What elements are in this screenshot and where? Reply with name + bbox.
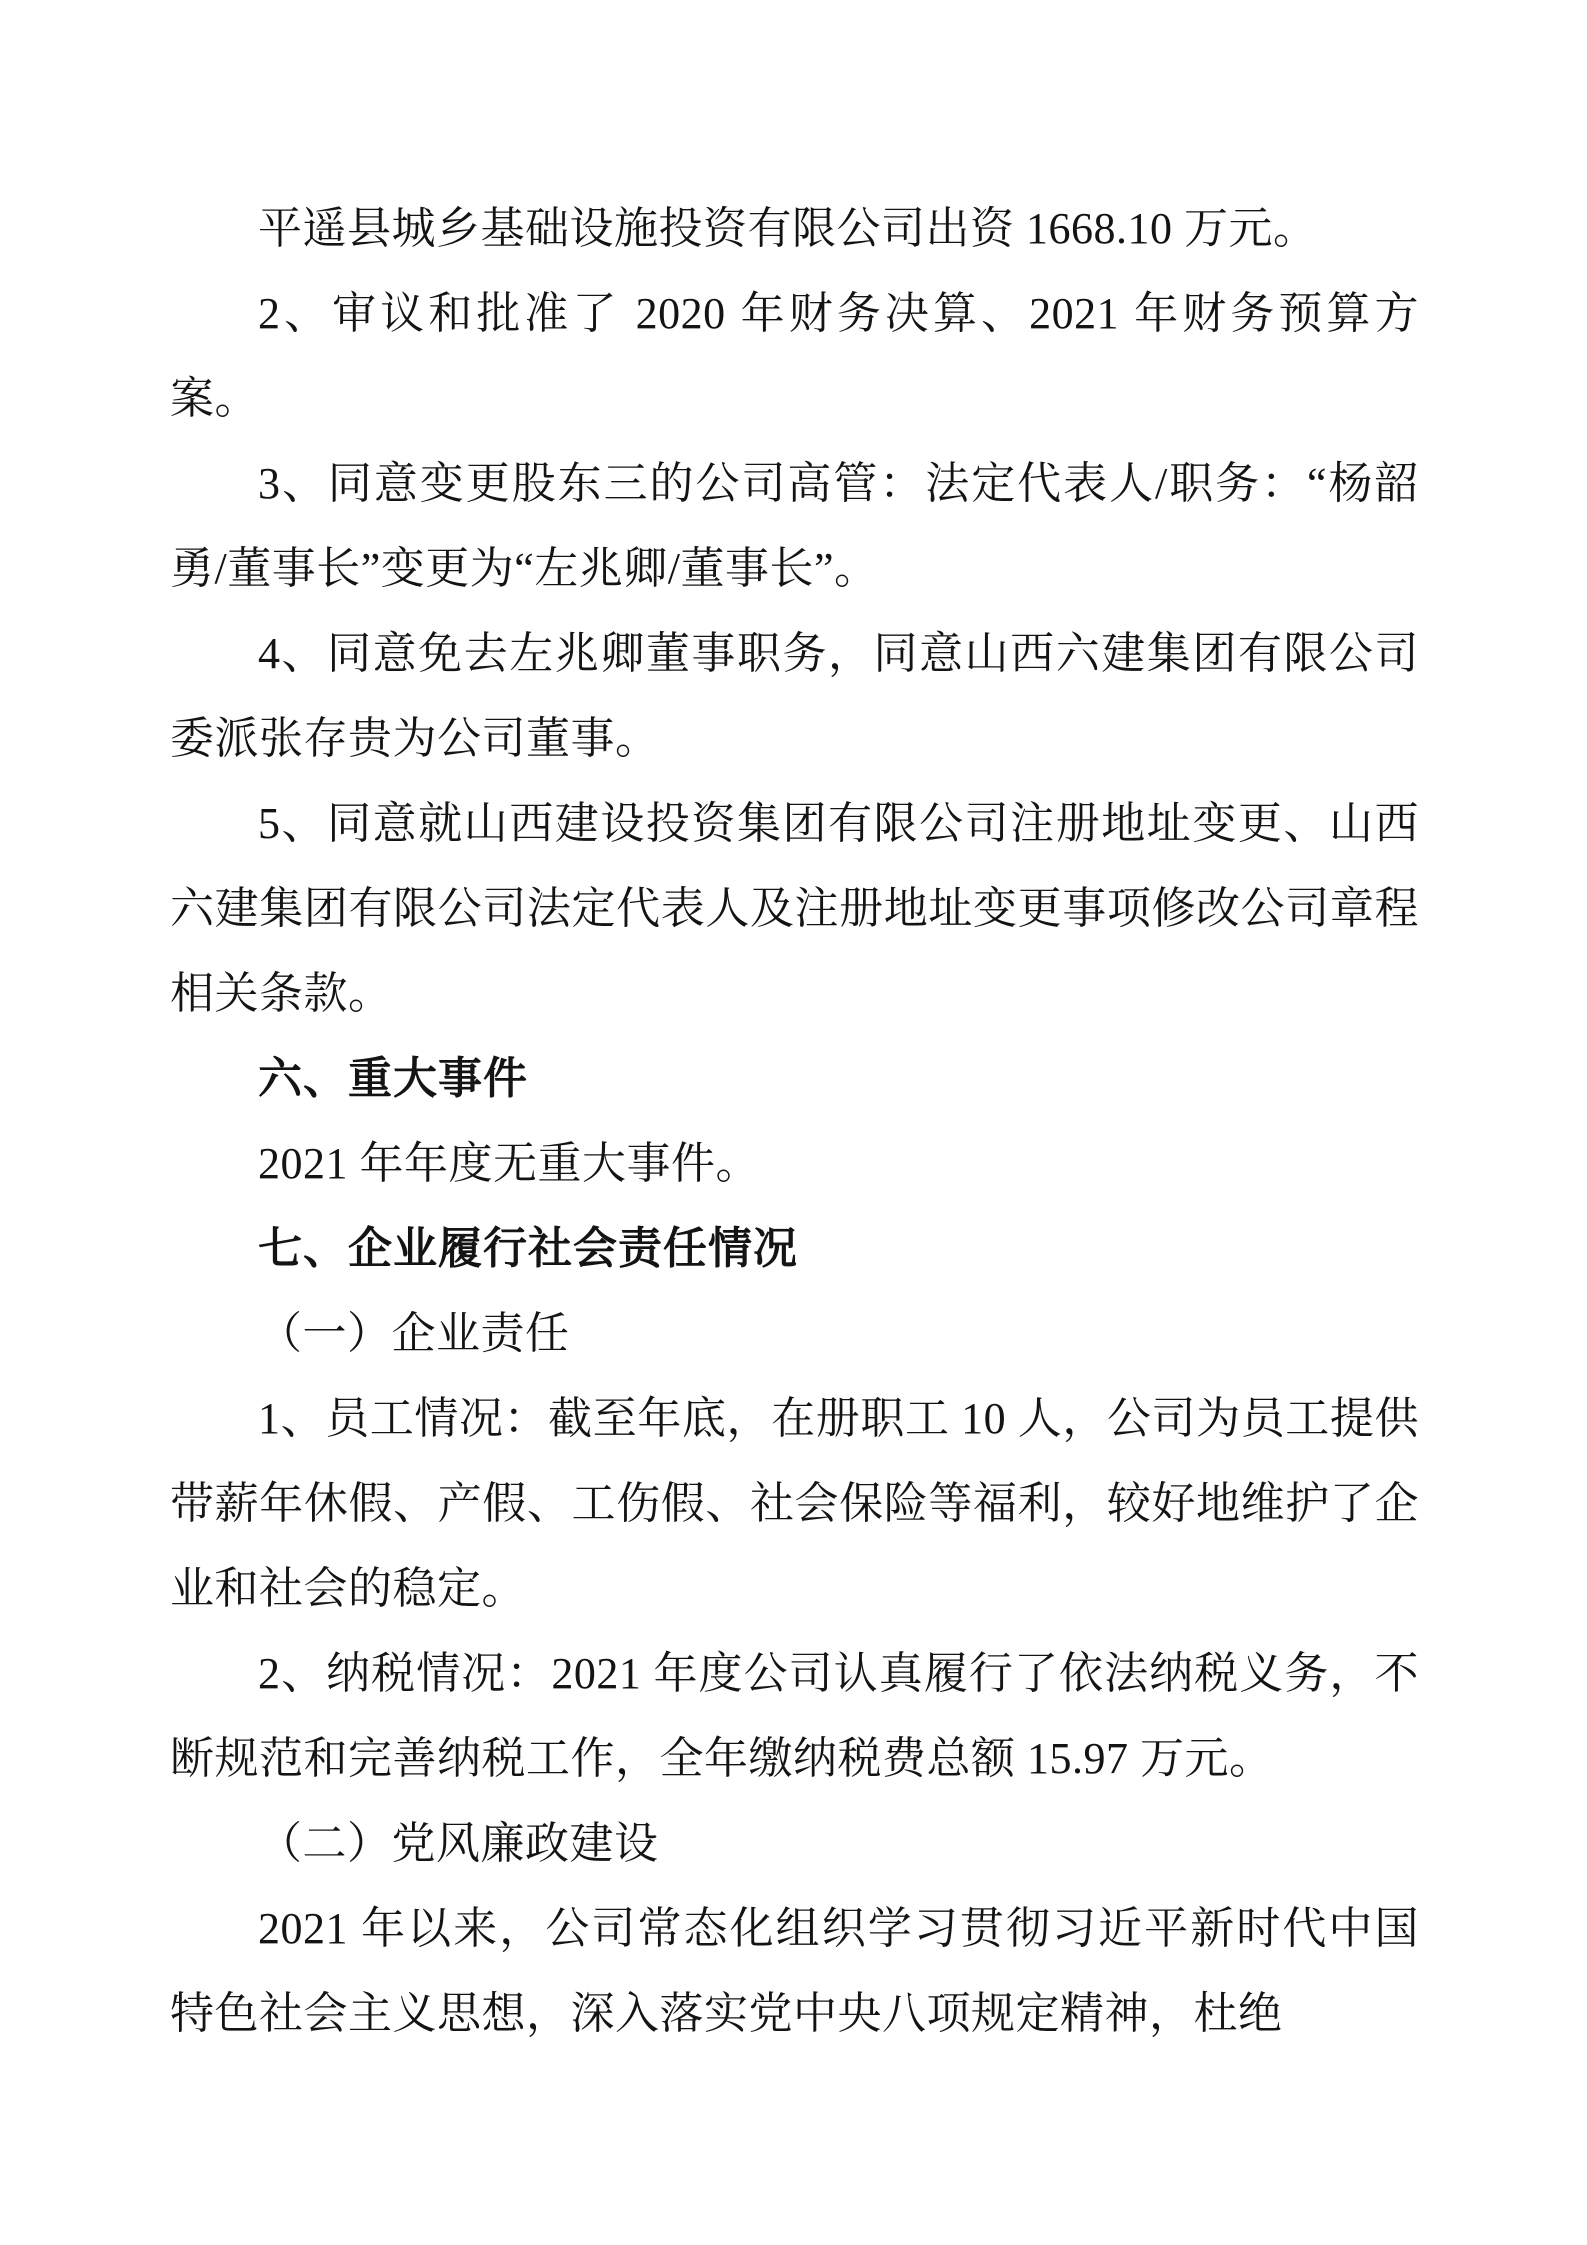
subsection-heading-party-conduct: （二）党风廉政建设: [258, 1819, 659, 1868]
paragraph-item-4-director-change: 4、同意免去左兆卿董事职务，同意山西六建集团有限公司委派张存贵为公司董事。: [170, 629, 1419, 763]
section-heading-major-events: 六、重大事件: [258, 1054, 528, 1103]
paragraph-no-major-events: 2021 年年度无重大事件。: [258, 1139, 760, 1188]
paragraph-item-3-executive-change: 3、同意变更股东三的公司高管：法定代表人/职务：“杨韶勇/董事长”变更为“左兆卿/董事长”。: [170, 459, 1419, 593]
paragraph-item-5-charter-amendment: 5、同意就山西建设投资集团有限公司注册地址变更、山西六建集团有限公司法定代表人及注册地址变更事项修改公司章程相关条款。: [170, 799, 1419, 1018]
section-heading-social-responsibility: 七、企业履行社会责任情况: [258, 1224, 798, 1273]
paragraph-investment-amount: 平遥县城乡基础设施投资有限公司出资 1668.10 万元。: [258, 204, 1318, 253]
paragraph-item-2-budget: 2、审议和批准了 2020 年财务决算、2021 年财务预算方案。: [170, 289, 1419, 423]
paragraph-party-study: 2021 年以来，公司常态化组织学习贯彻习近平新时代中国特色社会主义思想，深入落实党中央八项规定精神，杜绝: [170, 1904, 1419, 2038]
paragraph-tax-situation: 2、纳税情况：2021 年度公司认真履行了依法纳税义务，不断规范和完善纳税工作，全年缴纳税费总额 15.97 万元。: [170, 1649, 1419, 1783]
subsection-heading-corporate-responsibility: （一）企业责任: [258, 1309, 570, 1358]
paragraph-employee-situation: 1、员工情况：截至年底，在册职工 10 人，公司为员工提供带薪年休假、产假、工伤假、社会保险等福利，较好地维护了企业和社会的稳定。: [170, 1394, 1419, 1613]
